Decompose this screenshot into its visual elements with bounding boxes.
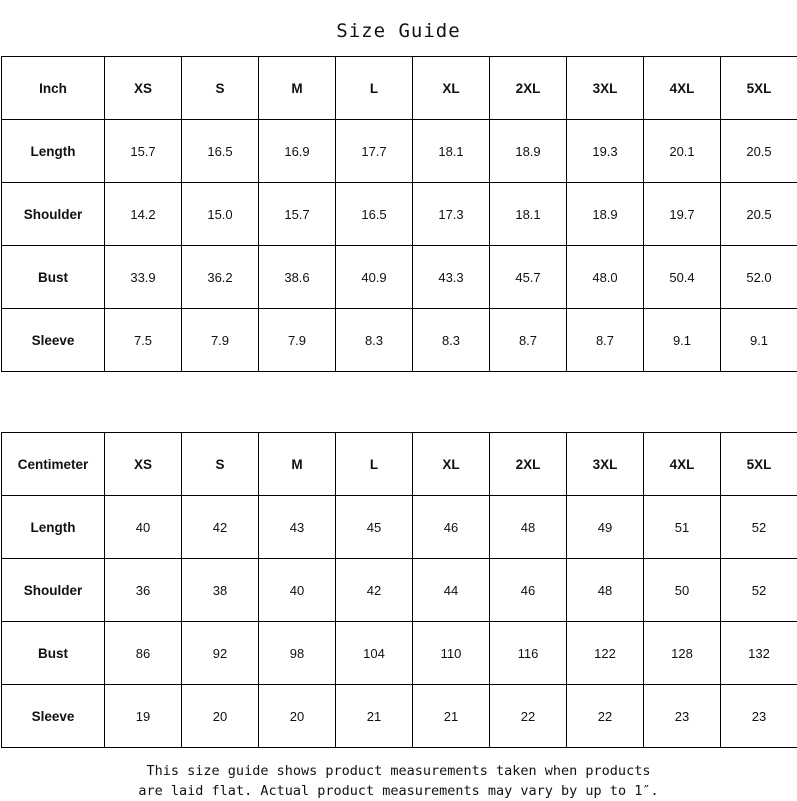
cell-cm-shoulder-4xl: 50 xyxy=(644,559,721,622)
cell-inch-shoulder-5xl: 20.5 xyxy=(721,183,797,246)
cell-inch-length-xl: 18.1 xyxy=(413,120,490,183)
table-row xyxy=(2,685,797,748)
cell-cm-bust-4xl: 128 xyxy=(644,622,721,685)
table-row xyxy=(2,309,797,372)
row-label-shoulder: Shoulder xyxy=(2,183,105,246)
cell-inch-length-2xl: 18.9 xyxy=(490,120,567,183)
size-header-cm-xs: XS xyxy=(105,433,182,496)
row-label-cm-shoulder: Shoulder xyxy=(2,559,105,622)
cell-inch-length-5xl: 20.5 xyxy=(721,120,797,183)
size-header-cm-l: L xyxy=(336,433,413,496)
cell-inch-bust-4xl: 50.4 xyxy=(644,246,721,309)
table-row xyxy=(2,559,797,622)
cell-cm-shoulder-s: 38 xyxy=(182,559,259,622)
cell-inch-sleeve-3xl: 8.7 xyxy=(567,309,644,372)
unit-label-inch: Inch xyxy=(2,57,105,120)
cell-inch-length-s: 16.5 xyxy=(182,120,259,183)
cell-cm-length-5xl: 52 xyxy=(721,496,797,559)
cell-inch-length-xs: 15.7 xyxy=(105,120,182,183)
cell-inch-length-3xl: 19.3 xyxy=(567,120,644,183)
cell-cm-length-s: 42 xyxy=(182,496,259,559)
size-header-xs: XS xyxy=(105,57,182,120)
cell-cm-bust-s: 92 xyxy=(182,622,259,685)
size-table-inch xyxy=(1,56,797,372)
size-header-s: S xyxy=(182,57,259,120)
table-row xyxy=(2,622,797,685)
cell-inch-sleeve-5xl: 9.1 xyxy=(721,309,797,372)
cell-cm-shoulder-xs: 36 xyxy=(105,559,182,622)
row-label-length: Length xyxy=(2,120,105,183)
cell-cm-length-4xl: 51 xyxy=(644,496,721,559)
cell-inch-shoulder-3xl: 18.9 xyxy=(567,183,644,246)
row-label-cm-sleeve: Sleeve xyxy=(2,685,105,748)
cell-cm-bust-5xl: 132 xyxy=(721,622,797,685)
cell-cm-bust-xl: 110 xyxy=(413,622,490,685)
table-row xyxy=(2,496,797,559)
size-header-cm-5xl: 5XL xyxy=(721,433,797,496)
cell-cm-sleeve-3xl: 22 xyxy=(567,685,644,748)
cell-inch-bust-xl: 43.3 xyxy=(413,246,490,309)
cell-inch-bust-3xl: 48.0 xyxy=(567,246,644,309)
cell-cm-length-m: 43 xyxy=(259,496,336,559)
size-header-l: L xyxy=(336,57,413,120)
cell-inch-shoulder-m: 15.7 xyxy=(259,183,336,246)
cell-inch-length-4xl: 20.1 xyxy=(644,120,721,183)
cell-cm-bust-m: 98 xyxy=(259,622,336,685)
table-row xyxy=(2,120,797,183)
cell-inch-bust-xs: 33.9 xyxy=(105,246,182,309)
cell-cm-sleeve-s: 20 xyxy=(182,685,259,748)
cell-inch-length-l: 17.7 xyxy=(336,120,413,183)
footer-note xyxy=(0,748,797,801)
cell-inch-bust-5xl: 52.0 xyxy=(721,246,797,309)
table-header-row xyxy=(2,433,797,496)
cell-cm-bust-l: 104 xyxy=(336,622,413,685)
cell-cm-length-3xl: 49 xyxy=(567,496,644,559)
cell-cm-shoulder-xl: 44 xyxy=(413,559,490,622)
size-header-cm-3xl: 3XL xyxy=(567,433,644,496)
cell-cm-sleeve-xl: 21 xyxy=(413,685,490,748)
size-header-cm-4xl: 4XL xyxy=(644,433,721,496)
cell-inch-shoulder-s: 15.0 xyxy=(182,183,259,246)
cell-cm-length-2xl: 48 xyxy=(490,496,567,559)
table-gap-divider xyxy=(0,372,797,432)
size-header-5xl: 5XL xyxy=(721,57,797,120)
cell-cm-shoulder-5xl: 52 xyxy=(721,559,797,622)
cell-inch-shoulder-4xl: 19.7 xyxy=(644,183,721,246)
size-header-cm-2xl: 2XL xyxy=(490,433,567,496)
unit-label-centimeter: Centimeter xyxy=(2,433,105,496)
cell-cm-shoulder-2xl: 46 xyxy=(490,559,567,622)
size-header-cm-m: M xyxy=(259,433,336,496)
cell-inch-shoulder-2xl: 18.1 xyxy=(490,183,567,246)
cell-inch-bust-s: 36.2 xyxy=(182,246,259,309)
row-label-cm-bust: Bust xyxy=(2,622,105,685)
cell-cm-sleeve-2xl: 22 xyxy=(490,685,567,748)
page-title: Size Guide xyxy=(0,0,797,56)
cell-inch-sleeve-m: 7.9 xyxy=(259,309,336,372)
cell-inch-shoulder-l: 16.5 xyxy=(336,183,413,246)
cell-inch-bust-m: 38.6 xyxy=(259,246,336,309)
cell-cm-shoulder-3xl: 48 xyxy=(567,559,644,622)
table-header-row xyxy=(2,57,797,120)
cell-cm-bust-xs: 86 xyxy=(105,622,182,685)
cell-cm-sleeve-4xl: 23 xyxy=(644,685,721,748)
row-label-bust: Bust xyxy=(2,246,105,309)
cell-inch-shoulder-xl: 17.3 xyxy=(413,183,490,246)
cell-inch-bust-l: 40.9 xyxy=(336,246,413,309)
size-header-3xl: 3XL xyxy=(567,57,644,120)
footer-note-line-2: are laid flat. Actual product measurements may vary by up to 1″. xyxy=(0,782,797,801)
size-header-m: M xyxy=(259,57,336,120)
cell-inch-sleeve-s: 7.9 xyxy=(182,309,259,372)
cell-inch-sleeve-xl: 8.3 xyxy=(413,309,490,372)
cell-cm-length-xl: 46 xyxy=(413,496,490,559)
size-header-2xl: 2XL xyxy=(490,57,567,120)
cell-inch-bust-2xl: 45.7 xyxy=(490,246,567,309)
cell-inch-length-m: 16.9 xyxy=(259,120,336,183)
row-label-sleeve: Sleeve xyxy=(2,309,105,372)
size-table-centimeter xyxy=(1,432,797,748)
cell-cm-shoulder-l: 42 xyxy=(336,559,413,622)
cell-cm-bust-3xl: 122 xyxy=(567,622,644,685)
footer-note-line-1: This size guide shows product measurements taken when products xyxy=(0,762,797,782)
cell-cm-bust-2xl: 116 xyxy=(490,622,567,685)
cell-inch-sleeve-4xl: 9.1 xyxy=(644,309,721,372)
row-label-cm-length: Length xyxy=(2,496,105,559)
cell-cm-sleeve-m: 20 xyxy=(259,685,336,748)
cell-inch-shoulder-xs: 14.2 xyxy=(105,183,182,246)
cell-cm-sleeve-xs: 19 xyxy=(105,685,182,748)
size-header-cm-xl: XL xyxy=(413,433,490,496)
table-row xyxy=(2,183,797,246)
cell-cm-length-l: 45 xyxy=(336,496,413,559)
cell-cm-shoulder-m: 40 xyxy=(259,559,336,622)
cell-inch-sleeve-l: 8.3 xyxy=(336,309,413,372)
cell-cm-length-xs: 40 xyxy=(105,496,182,559)
table-row xyxy=(2,246,797,309)
cell-inch-sleeve-2xl: 8.7 xyxy=(490,309,567,372)
cell-cm-sleeve-l: 21 xyxy=(336,685,413,748)
cell-cm-sleeve-5xl: 23 xyxy=(721,685,797,748)
size-header-cm-s: S xyxy=(182,433,259,496)
cell-inch-sleeve-xs: 7.5 xyxy=(105,309,182,372)
size-header-xl: XL xyxy=(413,57,490,120)
size-header-4xl: 4XL xyxy=(644,57,721,120)
